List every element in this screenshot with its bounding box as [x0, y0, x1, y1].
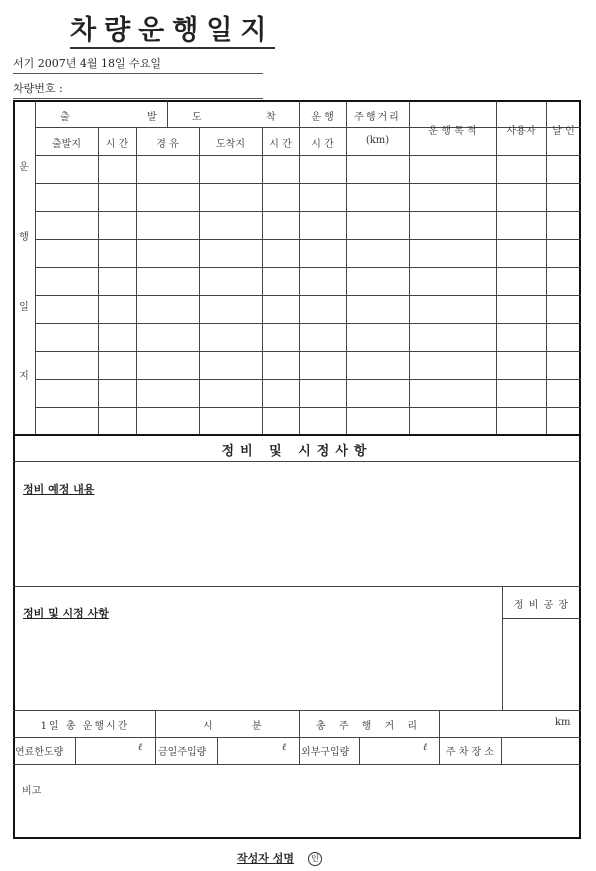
col-line [496, 101, 497, 434]
header-time-2: 시 간 [269, 139, 292, 150]
header-origin: 출발지 [52, 139, 81, 150]
fuel-limit-label: 연료한도량 [15, 747, 64, 758]
summary-row-line [13, 737, 581, 738]
maintenance-done-label: 정비 및 시정 사항 [23, 607, 109, 620]
header-drive-time: 시 간 [311, 139, 334, 150]
header-drive: 운 행 [311, 112, 334, 123]
col-line [167, 101, 168, 127]
summary-col-line [155, 710, 156, 737]
row-line [35, 267, 581, 268]
summary-col-line [439, 710, 440, 737]
col-line [346, 101, 347, 434]
header-arrival-2: 착 [266, 112, 276, 123]
remarks-label: 비고 [22, 786, 42, 797]
col-line [35, 101, 36, 434]
header-distance: 주행거리 [354, 112, 401, 123]
header-purpose: 운 행 목 적 [428, 126, 477, 137]
header-arrival-1: 도 [192, 112, 202, 123]
fuel-col-line [359, 737, 360, 764]
fuel-limit-liter: ℓ [138, 742, 143, 753]
planned-maintenance-label: 정비 예정 내용 [23, 483, 95, 496]
fuel-external-liter: ℓ [423, 742, 428, 753]
fuel-today-label: 금일주입량 [158, 747, 207, 758]
page-title: 차량운행일지 [70, 8, 275, 49]
fuel-col-line [217, 737, 218, 764]
col-line [299, 101, 300, 434]
header-departure-2: 발 [147, 112, 157, 123]
row-line [35, 323, 581, 324]
col-line [409, 101, 410, 434]
planned-section-bottom [13, 586, 581, 587]
header-via: 경 유 [156, 139, 179, 150]
fuel-external-label: 외부구입량 [301, 747, 350, 758]
maintenance-title-line [13, 461, 581, 462]
parking-label: 주 차 장 소 [445, 747, 495, 758]
side-label-char: 운 [19, 162, 29, 173]
side-label-char: 행 [19, 232, 29, 243]
maintenance-bottom [13, 710, 581, 711]
log-table-bottom [13, 434, 581, 436]
total-distance-label: 총 주 행 거 리 [315, 721, 422, 732]
header-km: (km) [365, 135, 390, 146]
col-line [546, 101, 547, 434]
header-time-1: 시 간 [105, 139, 129, 150]
fuel-col-line [75, 737, 76, 764]
fuel-col-line [299, 737, 300, 764]
vehicle-number-label: 차량번호 : [13, 80, 263, 99]
row-line [35, 379, 581, 380]
header-user: 사용자 [506, 126, 536, 137]
row-line [35, 211, 581, 212]
row-line [35, 183, 581, 184]
minute-unit: 분 [252, 721, 262, 732]
header-departure-1: 출 [60, 112, 70, 123]
writer-signature-line [237, 850, 322, 866]
col-line [136, 127, 137, 434]
row-line [35, 351, 581, 352]
row-line [35, 295, 581, 296]
maintenance-title: 정비 및 시정사항 [221, 444, 373, 459]
side-label-char: 지 [19, 371, 29, 382]
row-line [35, 239, 581, 240]
fuel-col-line [501, 737, 502, 764]
remarks-top-line [13, 764, 581, 765]
daily-drive-time-label: 1일 총 운행시간 [40, 721, 130, 732]
side-label-char: 일 [19, 302, 29, 313]
header-seal: 날 인 [552, 126, 575, 137]
col-line [199, 127, 200, 434]
seal-mark: 인 [308, 852, 322, 866]
shop-header-line [502, 618, 581, 619]
repair-shop-label: 정 비 공 장 [513, 600, 570, 611]
header-destination: 도착지 [216, 139, 245, 150]
row-line [35, 407, 581, 408]
writer-name-label: 작성자 성명 [237, 852, 294, 865]
header-bottom-line [35, 155, 581, 156]
hour-unit: 시 [203, 721, 213, 732]
date-line: 서기 2007년 4월 18일 수요일 [13, 55, 263, 74]
col-line [98, 127, 99, 434]
col-line [262, 127, 263, 434]
fuel-today-liter: ℓ [282, 742, 287, 753]
km-unit: km [555, 717, 571, 728]
fuel-col-line [155, 737, 156, 764]
